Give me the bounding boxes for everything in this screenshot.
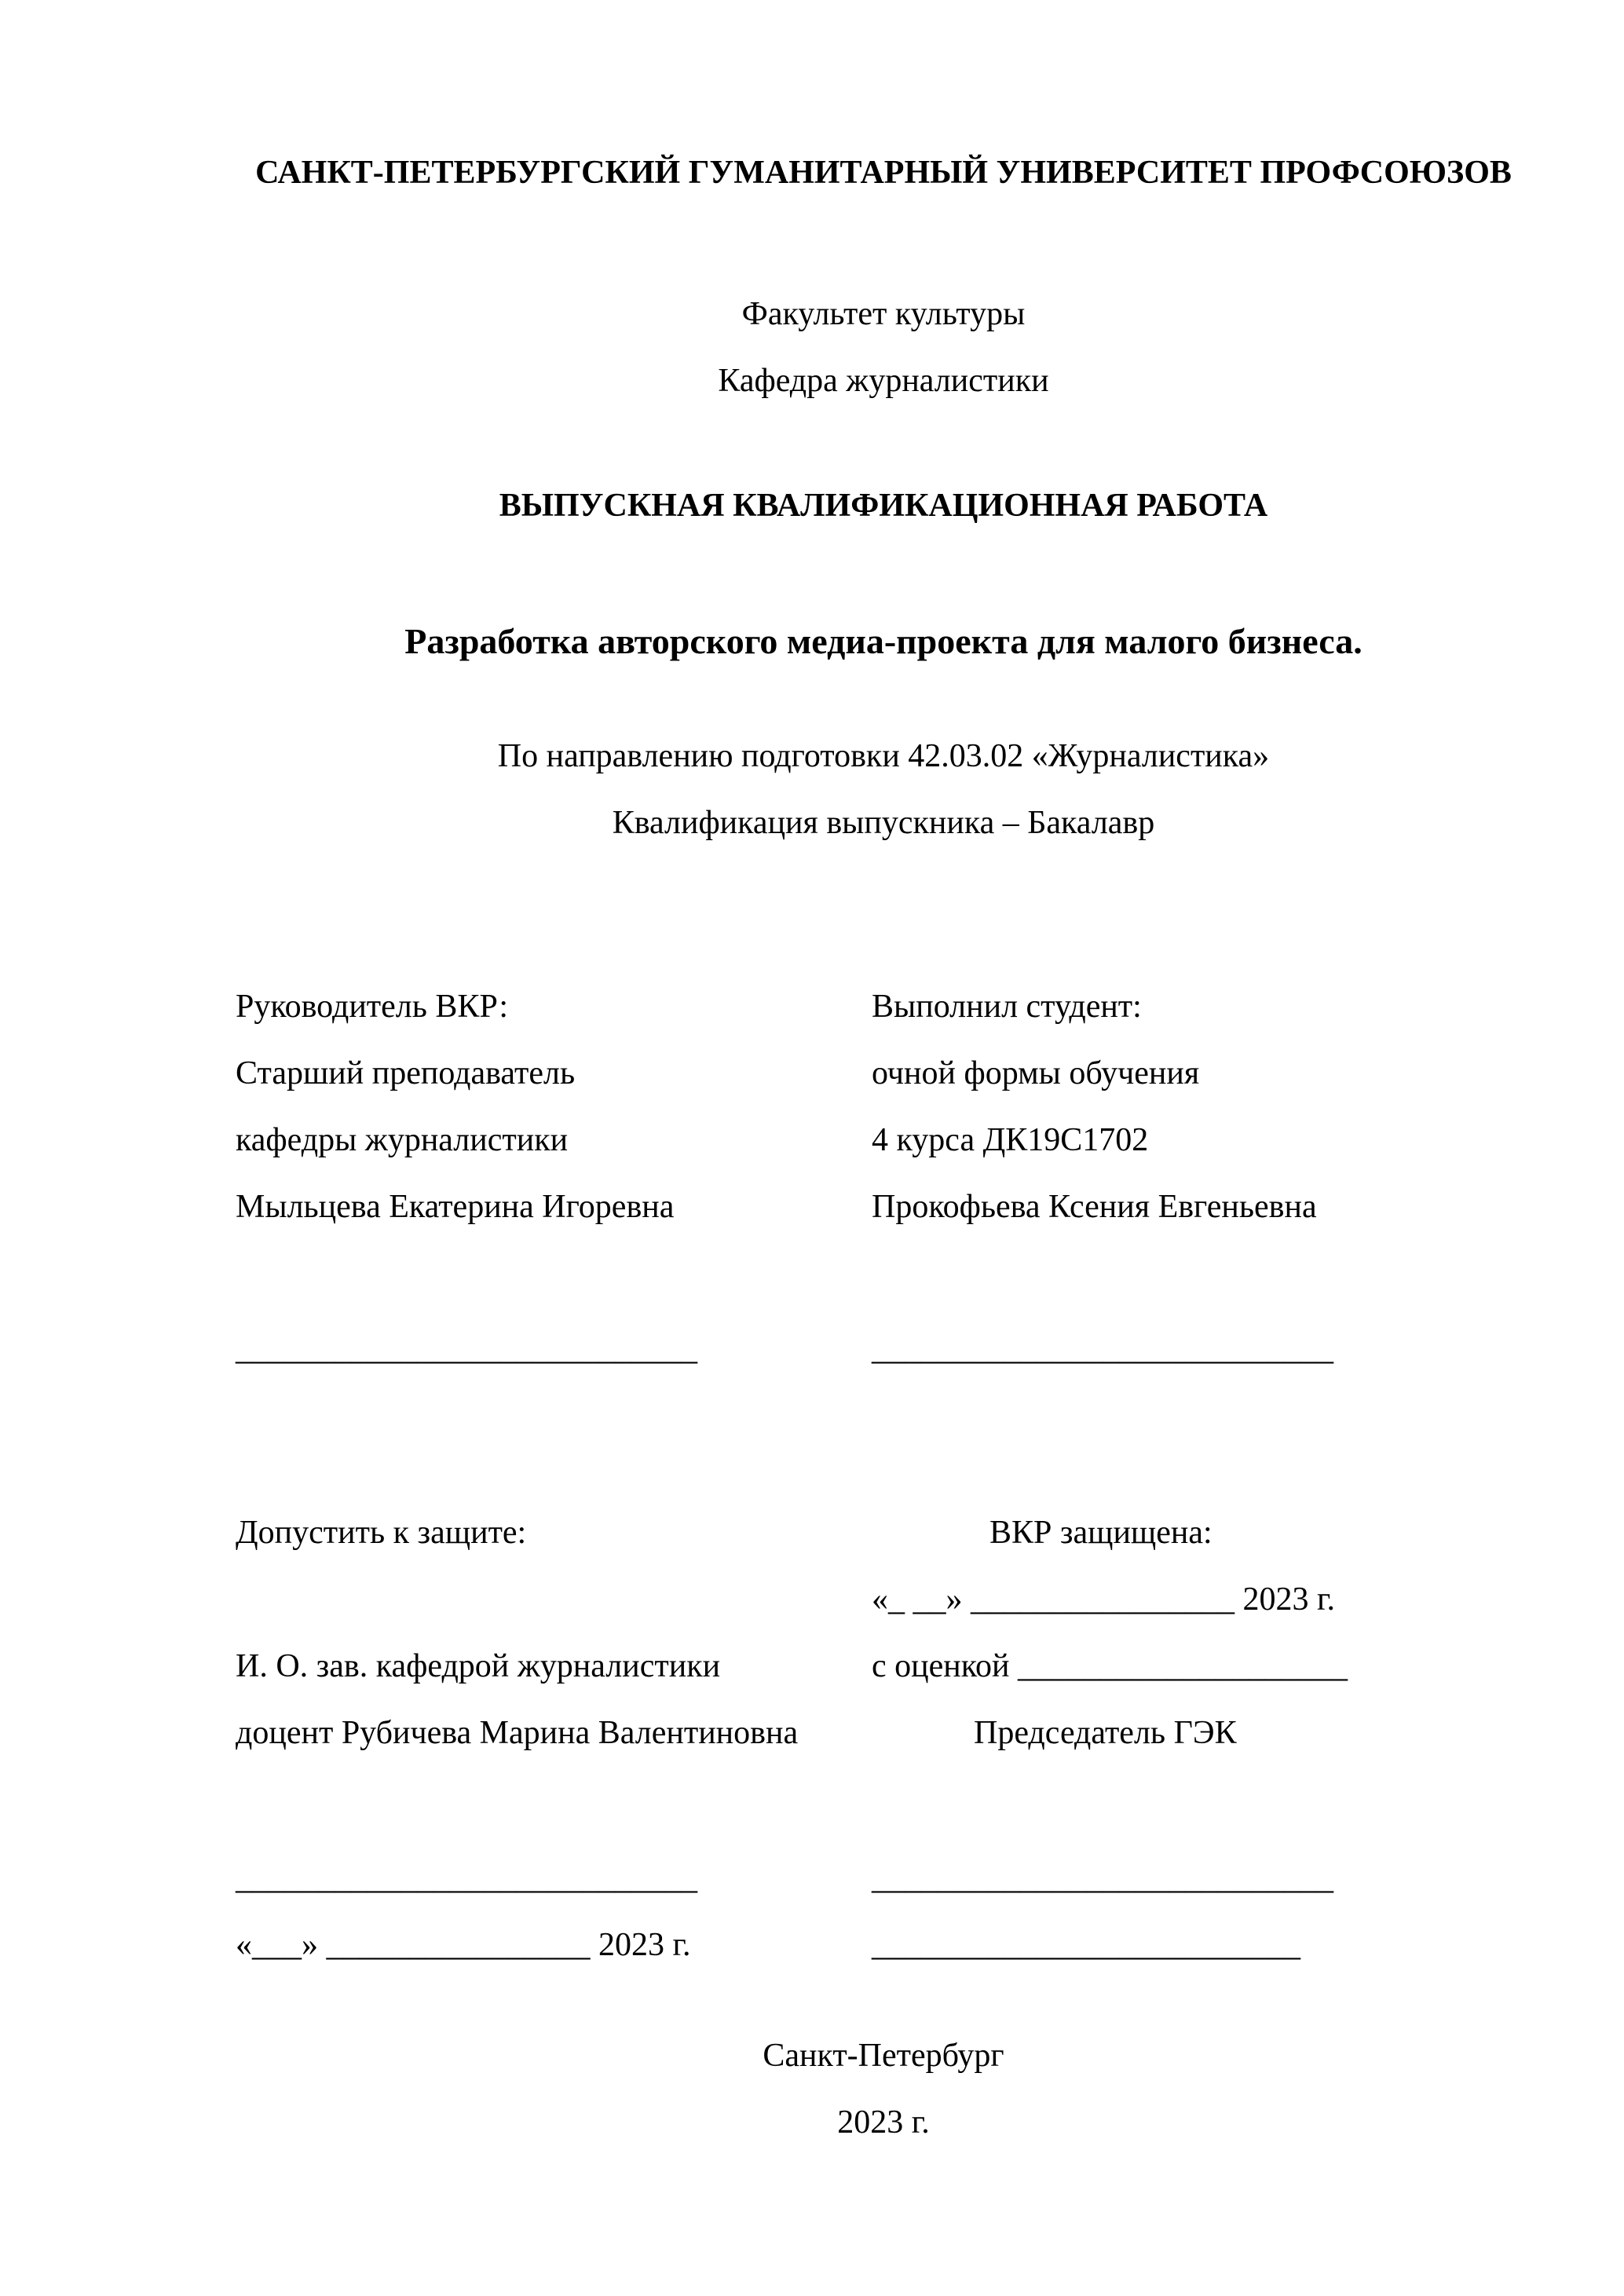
university-name: САНКТ-ПЕТЕРБУРГСКИЙ ГУМАНИТАРНЫЙ УНИВЕРСИТЕТ ПРОФСОЮЗОВ bbox=[255, 155, 1512, 191]
city-line: Санкт-Петербург bbox=[763, 2038, 1004, 2075]
defense-label: ВКР защищена: bbox=[989, 1515, 1213, 1552]
defense-chairman-label: Председатель ГЭК bbox=[974, 1715, 1237, 1752]
admission-label: Допустить к защите: bbox=[236, 1515, 527, 1552]
people-block bbox=[236, 974, 1531, 1241]
admission-head-name: доцент Рубичева Марина Валентиновна bbox=[236, 1715, 799, 1752]
student-signature-line: ____________________________ bbox=[872, 1331, 1333, 1368]
thesis-title: Разработка авторского медиа-проекта для малого бизнеса. bbox=[404, 620, 1362, 661]
defense-date-line: «_ __» ________________ 2023 г. bbox=[872, 1581, 1335, 1618]
admission-head-title: И. О. зав. кафедрой журналистики bbox=[236, 1648, 721, 1685]
year-line: 2023 г. bbox=[837, 2104, 930, 2141]
defense-grade-line: с оценкой ____________________ bbox=[872, 1648, 1348, 1685]
defense-signature-line2: __________________________ bbox=[872, 1927, 1300, 1964]
student-label: Выполнил студент: bbox=[872, 989, 1142, 1026]
supervisor-position: Старший преподаватель bbox=[236, 1055, 576, 1092]
student-study-form: очной формы обучения bbox=[872, 1055, 1200, 1092]
work-type-heading: ВЫПУСКНАЯ КВАЛИФИКАЦИОННАЯ РАБОТА bbox=[499, 488, 1268, 525]
bottom-signature-block bbox=[236, 1845, 1531, 1979]
department-line: Кафедра журналистики bbox=[718, 362, 1049, 399]
title-page-content bbox=[236, 153, 1531, 2143]
admission-date-line: «___» ________________ 2023 г. bbox=[236, 1927, 691, 1964]
supervisor-label: Руководитель ВКР: bbox=[236, 989, 509, 1026]
student-group: 4 курса ДК19С1702 bbox=[872, 1122, 1149, 1159]
direction-line: По направлению подготовки 42.03.02 «Журналистика» bbox=[497, 738, 1270, 775]
qualification-line: Квалификация выпускника – Бакалавр bbox=[612, 804, 1155, 841]
defense-signature-line: ____________________________ bbox=[872, 1860, 1333, 1897]
admission-spacer bbox=[236, 1567, 872, 1633]
supervisor-department: кафедры журналистики bbox=[236, 1122, 569, 1159]
admission-signature-line: ____________________________ bbox=[236, 1860, 697, 1897]
admission-defense-block bbox=[236, 1500, 1531, 1767]
signature-row bbox=[236, 1316, 1531, 1383]
supervisor-name: Мыльцева Екатерина Игоревна bbox=[236, 1189, 675, 1226]
faculty-line: Факультет культуры bbox=[741, 296, 1026, 333]
supervisor-signature-line: ____________________________ bbox=[236, 1331, 697, 1368]
student-name: Прокофьева Ксения Евгеньевна bbox=[872, 1189, 1317, 1226]
